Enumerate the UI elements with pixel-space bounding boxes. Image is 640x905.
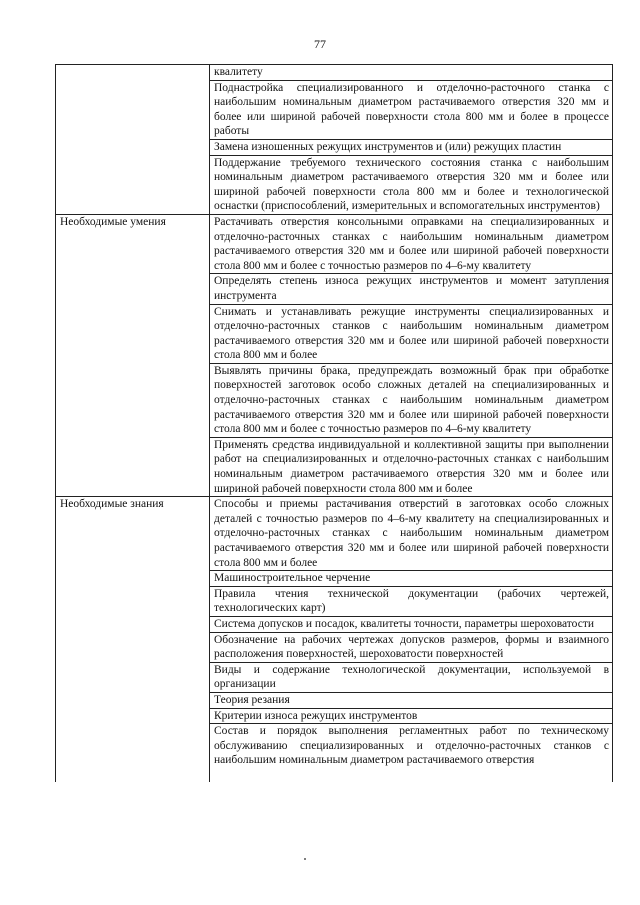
row-text: Правила чтения технической документации (рабочих чертежей, технологических карт) [210,586,613,616]
row-text: Способы и приемы растачивания отверстий в заготовках особо сложных деталей с точностью размеров по 4–6-му квалитету на специализированных и отделочно-расточных станках с наибольшим номинальным диаметром растачиваемого отверстия 320 мм и более или шириной рабочей поверхности стола 800 мм и более [210,497,613,571]
row-text: Критерии износа режущих инструментов [210,708,613,724]
competency-table [55,64,613,782]
table-row [56,214,613,273]
row-text: Система допусков и посадок, квалитеты точности, параметры шероховатости [210,616,613,632]
page-number: 77 [314,37,326,51]
row-text: Поднастройка специализированного и отделочно-расточного станка с наибольшим номинальным диаметром растачиваемого отверстия 320 мм и более или шириной рабочей поверхности стола 800 мм и более в процессе работы [210,80,613,139]
row-label [56,65,210,215]
section-label-skills: Необходимые умения [56,214,210,496]
row-text: Применять средства индивидуальной и коллективной защиты при выполнении работ на специализированных и отделочно-расточных станках с наибольшим номинальным диаметром растачиваемого отверстия 320 мм и более или шириной рабочей поверхности стола 800 мм и более [210,437,613,496]
row-text: Машиностроительное черчение [210,571,613,587]
row-text: Растачивать отверстия консольными оправками на специализированных и отделочно-расточных станках с наибольшим номинальным диаметром растачиваемого отверстия 320 мм и более или шириной рабочей поверхности стола 800 мм и более с точностью размеров по 4–6-му квалитету [210,214,613,273]
row-text: Выявлять причины брака, предупреждать возможный брак при обработке поверхностей заготовок особо сложных деталей на специализированных и отделочно-расточных станках с наибольшим номинальным диаметром растачиваемого отверстия 320 мм и более или шириной рабочей поверхности стола 800 мм и более с точностью размеров по 4–6-му квалитету [210,363,613,437]
scan-speck [304,858,306,860]
row-text: Теория резания [210,692,613,708]
row-text: Замена изношенных режущих инструментов и (или) режущих пластин [210,139,613,155]
table-row [56,497,613,571]
row-text: Виды и содержание технологической документации, используемой в организации [210,662,613,692]
row-text: Состав и порядок выполнения регламентных работ по техническому обслуживанию специализированных и отделочно-расточных станков с наибольшим номинальным диаметром растачиваемого отверстия [210,724,613,782]
section-label-knowledge: Необходимые знания [56,497,210,782]
row-text: квалитету [210,65,613,81]
row-text: Снимать и устанавливать режущие инструменты специализированных и отделочно-расточных станков с наибольшим номинальным диаметром растачиваемого отверстия 320 мм и более или шириной рабочей поверхности стола 800 мм и более [210,304,613,363]
row-text: Определять степень износа режущих инструментов и момент затупления инструмента [210,274,613,304]
row-text: Обозначение на рабочих чертежах допусков размеров, формы и взаимного расположения поверхностей, шероховатости поверхностей [210,632,613,662]
table-row [56,65,613,81]
row-text: Поддержание требуемого технического состояния станка с наибольшим номинальным диаметром растачиваемого отверстия 320 мм и более или шириной рабочей поверхности стола 800 мм и более и технологической оснастки (приспособлений, измерительных и вспомогательных инструментов) [210,155,613,214]
